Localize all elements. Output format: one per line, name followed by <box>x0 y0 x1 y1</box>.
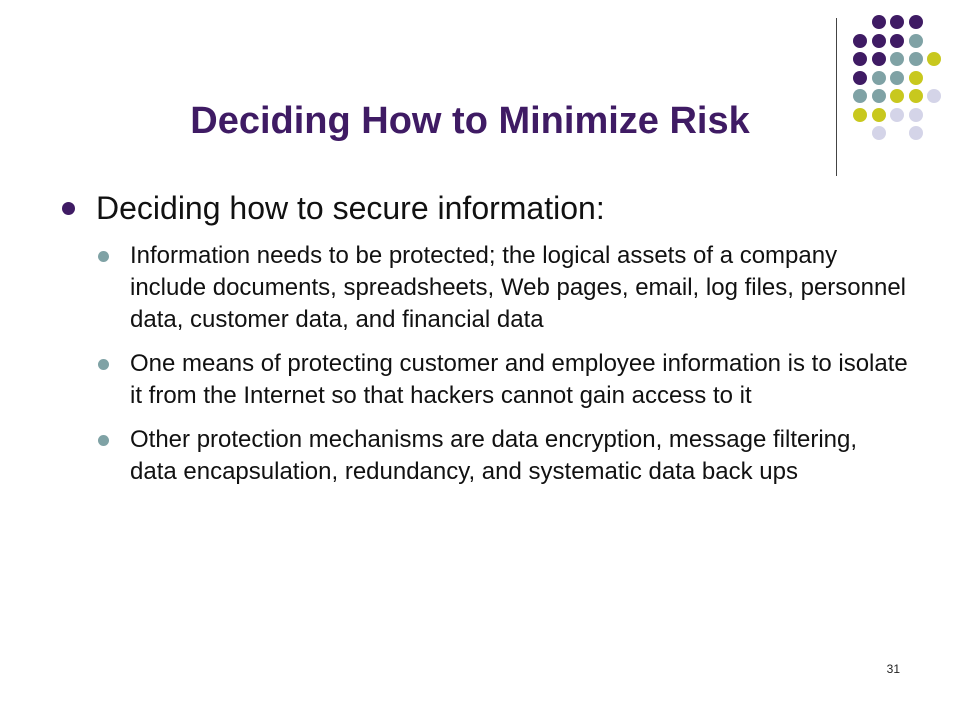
bullet-icon <box>98 435 109 446</box>
main-bullet-text: Deciding how to secure information: <box>96 190 605 226</box>
decorative-dot <box>872 52 886 66</box>
sub-bullet-text: One means of protecting customer and employee information is to isolate it from the Internet so that hackers cannot gain access to it <box>130 350 908 409</box>
decorative-dot <box>909 34 923 48</box>
sub-bullet-text: Other protection mechanisms are data encryption, message filtering, data encapsulation, redundancy, and systematic data back ups <box>130 426 858 485</box>
bullet-icon <box>62 202 75 215</box>
decorative-dot <box>853 71 867 85</box>
slide-title: Deciding How to Minimize Risk <box>190 100 750 142</box>
bullet-icon <box>98 359 109 370</box>
decorative-dot <box>890 15 904 29</box>
decorative-dot <box>890 108 904 122</box>
decorative-dot <box>927 89 941 103</box>
main-bullet <box>58 188 908 228</box>
decorative-dot <box>853 34 867 48</box>
sub-bullet <box>98 240 908 336</box>
decorative-dot <box>909 108 923 122</box>
decorative-dot <box>909 89 923 103</box>
decorative-dot <box>909 52 923 66</box>
decorative-dot <box>890 89 904 103</box>
decorative-dot <box>890 71 904 85</box>
decorative-dot <box>872 89 886 103</box>
sub-bullet <box>98 424 908 488</box>
decorative-dot <box>872 71 886 85</box>
decorative-dot <box>890 34 904 48</box>
sub-bullet-text: Information needs to be protected; the logical assets of a company include documents, spreadsheets, Web pages, email, log files, personnel data, customer data, and financial data <box>130 242 907 333</box>
slide-content <box>58 188 908 488</box>
decorative-dot <box>853 108 867 122</box>
decorative-dot <box>872 15 886 29</box>
decorative-dot <box>909 126 923 140</box>
decorative-dot <box>890 52 904 66</box>
decorative-dot <box>909 71 923 85</box>
decorative-dot <box>872 34 886 48</box>
decorative-dot <box>853 89 867 103</box>
decorative-dot <box>853 52 867 66</box>
decorative-dot <box>872 108 886 122</box>
decorative-dot <box>927 52 941 66</box>
decorative-dot <box>909 15 923 29</box>
page-number: 31 <box>886 662 900 676</box>
decorative-dot <box>872 126 886 140</box>
vertical-divider <box>836 18 837 176</box>
sub-bullet <box>98 348 908 412</box>
bullet-icon <box>98 251 109 262</box>
